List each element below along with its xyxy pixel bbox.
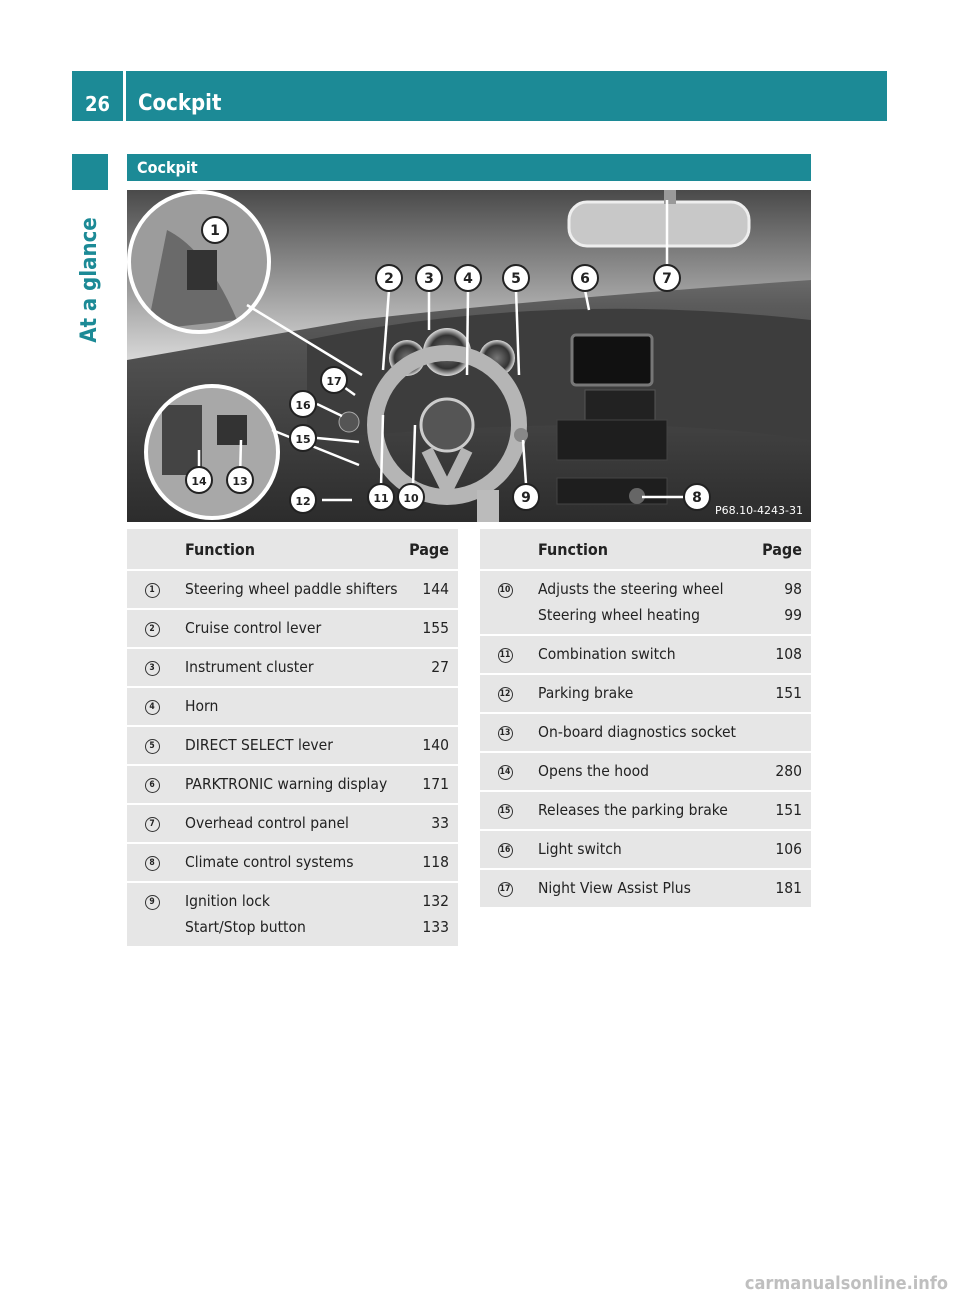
- table-row: [127, 726, 458, 765]
- row-function: [530, 713, 761, 752]
- number-badge: 1: [145, 583, 160, 598]
- header-title: Cockpit: [138, 91, 222, 116]
- callout-9: [513, 484, 539, 510]
- number-badge: 14: [498, 765, 513, 780]
- callout-4: [455, 265, 481, 291]
- function-text: Adjusts the steering wheel: [538, 580, 724, 598]
- row-page: [408, 687, 458, 726]
- header-function: Function: [530, 529, 761, 570]
- callout-number: 12: [295, 495, 311, 508]
- table-row: [480, 752, 811, 791]
- table-row: [480, 570, 811, 635]
- callout-13: [227, 467, 253, 493]
- row-function: [530, 635, 761, 674]
- row-function: [177, 726, 408, 765]
- callout-number: 4: [463, 271, 473, 287]
- table-row: [480, 674, 811, 713]
- ignition-button: [514, 428, 528, 442]
- page-reference: 132: [422, 892, 449, 910]
- callout-16: [290, 391, 316, 417]
- center-vents: [585, 390, 655, 420]
- row-number: [127, 570, 177, 609]
- function-text: Overhead control panel: [185, 814, 349, 832]
- page-reference: 99: [784, 606, 802, 624]
- function-text: Start/Stop button: [185, 918, 306, 936]
- callout-2: [376, 265, 402, 291]
- row-number: [127, 843, 177, 882]
- number-badge: 17: [498, 882, 513, 897]
- number-badge: 16: [498, 843, 513, 858]
- header-page: Page: [408, 529, 458, 570]
- footer-watermark: carmanualsonline.info: [744, 1273, 948, 1294]
- callout-number: 7: [662, 271, 672, 287]
- page-reference: 108: [775, 645, 802, 663]
- page-reference: 98: [784, 580, 802, 598]
- table-row: [127, 570, 458, 609]
- center-display: [572, 335, 652, 385]
- callout-3: [416, 265, 442, 291]
- row-page: [761, 570, 811, 635]
- header-page: Page: [761, 529, 811, 570]
- function-text: PARKTRONIC warning display: [185, 775, 388, 793]
- row-function: [177, 804, 408, 843]
- page-reference: 27: [431, 658, 449, 676]
- row-page: [408, 648, 458, 687]
- page-header: [72, 71, 887, 121]
- page-reference: 106: [775, 840, 802, 858]
- function-text: Steering wheel paddle shifters: [185, 580, 398, 598]
- function-text: Steering wheel heating: [538, 606, 700, 624]
- row-function: [530, 791, 761, 830]
- callout-number: 2: [384, 271, 394, 287]
- function-text: Combination switch: [538, 645, 676, 663]
- table-row: [127, 765, 458, 804]
- row-number: [127, 882, 177, 947]
- callout-7: [654, 265, 680, 291]
- function-text: Night View Assist Plus: [538, 879, 691, 897]
- table-row: [127, 609, 458, 648]
- row-number: [480, 752, 530, 791]
- row-number: [127, 765, 177, 804]
- page-reference: [761, 721, 802, 743]
- number-badge: 4: [145, 700, 160, 715]
- number-badge: 6: [145, 778, 160, 793]
- row-number: [480, 674, 530, 713]
- row-number: [127, 804, 177, 843]
- table-row: [480, 713, 811, 752]
- table-row: [480, 635, 811, 674]
- table-row: [127, 687, 458, 726]
- table-row: [480, 869, 811, 908]
- table-header-row: [480, 529, 811, 570]
- row-page: [761, 869, 811, 908]
- callout-number: 16: [295, 399, 311, 412]
- callout-number: 15: [295, 433, 311, 446]
- callout-number: 10: [403, 492, 419, 505]
- callout-number: 11: [373, 492, 389, 505]
- page-reference: 155: [422, 619, 449, 637]
- number-badge: 8: [145, 856, 160, 871]
- callout-number: 1: [210, 223, 220, 239]
- row-function: [177, 570, 408, 609]
- callout-number: 14: [191, 475, 207, 488]
- row-number: [480, 635, 530, 674]
- function-text: Ignition lock: [185, 892, 270, 910]
- row-page: [408, 843, 458, 882]
- function-text: Cruise control lever: [185, 619, 322, 637]
- row-number: [480, 830, 530, 869]
- row-number: [127, 726, 177, 765]
- row-page: [761, 752, 811, 791]
- table-row: [480, 830, 811, 869]
- function-text: Opens the hood: [538, 762, 650, 780]
- callout-5: [503, 265, 529, 291]
- function-text: DIRECT SELECT lever: [185, 736, 333, 754]
- callout-number: 3: [424, 271, 434, 287]
- function-text: Releases the parking brake: [538, 801, 728, 819]
- number-badge: 10: [498, 583, 513, 598]
- row-page: [761, 791, 811, 830]
- function-text: On-board diagnostics socket: [538, 723, 737, 741]
- table-row: [127, 843, 458, 882]
- row-page: [761, 713, 811, 752]
- row-number: [127, 687, 177, 726]
- callout-number: 8: [692, 490, 702, 506]
- page-reference: 151: [775, 684, 802, 702]
- row-function: [530, 570, 761, 635]
- pedal: [477, 490, 499, 522]
- callout-number: 9: [521, 490, 531, 506]
- row-function: [177, 648, 408, 687]
- table-header-row: [127, 529, 458, 570]
- table-row: [480, 791, 811, 830]
- page-reference: 144: [422, 580, 449, 598]
- row-page: [408, 609, 458, 648]
- row-number: [480, 869, 530, 908]
- number-badge: 5: [145, 739, 160, 754]
- row-page: [408, 804, 458, 843]
- row-page: [761, 635, 811, 674]
- callout-10: [398, 484, 424, 510]
- header-function: Function: [177, 529, 408, 570]
- section-title: Cockpit: [127, 154, 811, 181]
- callout-15: [290, 425, 316, 451]
- cockpit-photo: [127, 190, 811, 522]
- number-badge: 15: [498, 804, 513, 819]
- row-function: [530, 752, 761, 791]
- callout-number: 13: [232, 475, 248, 488]
- row-number: [480, 713, 530, 752]
- page-reference: 171: [422, 775, 449, 793]
- page-reference: 33: [431, 814, 449, 832]
- function-text: Instrument cluster: [185, 658, 314, 676]
- number-badge: 3: [145, 661, 160, 676]
- callout-11: [368, 484, 394, 510]
- page-number: 26: [72, 71, 126, 121]
- page-reference: 133: [422, 918, 449, 936]
- row-number: [480, 791, 530, 830]
- page-reference: [408, 695, 449, 717]
- number-badge: 7: [145, 817, 160, 832]
- callout-number: 17: [326, 375, 342, 388]
- row-function: [177, 687, 408, 726]
- row-number: [127, 609, 177, 648]
- callout-1: [202, 217, 228, 243]
- callout-6: [572, 265, 598, 291]
- table-row: [127, 648, 458, 687]
- row-number: [480, 570, 530, 635]
- callout-17: [321, 367, 347, 393]
- page-reference: 140: [422, 736, 449, 754]
- function-table-right: [480, 529, 811, 909]
- row-function: [177, 882, 408, 947]
- row-function: [177, 609, 408, 648]
- function-text: Parking brake: [538, 684, 634, 702]
- number-badge: 2: [145, 622, 160, 637]
- side-chapter-text: At a glance: [77, 217, 102, 343]
- row-function: [530, 869, 761, 908]
- table-row: [127, 804, 458, 843]
- rearview-mirror: [569, 202, 749, 246]
- function-text: Light switch: [538, 840, 622, 858]
- steering-hub: [421, 399, 473, 451]
- row-page: [408, 726, 458, 765]
- page-reference: 118: [422, 853, 449, 871]
- row-function: [177, 765, 408, 804]
- row-page: [408, 765, 458, 804]
- header-num: [127, 529, 177, 570]
- row-page: [408, 882, 458, 947]
- number-badge: 12: [498, 687, 513, 702]
- callout-8: [684, 484, 710, 510]
- callout-14: [186, 467, 212, 493]
- number-badge: 9: [145, 895, 160, 910]
- callout-number: 6: [580, 271, 590, 287]
- row-page: [408, 570, 458, 609]
- header-num: [480, 529, 530, 570]
- row-function: [530, 674, 761, 713]
- row-page: [761, 674, 811, 713]
- row-number: [127, 648, 177, 687]
- page-reference: 280: [775, 762, 802, 780]
- page-reference: 151: [775, 801, 802, 819]
- audio-panel: [557, 420, 667, 460]
- row-page: [761, 830, 811, 869]
- function-text: Horn: [185, 697, 219, 715]
- climate-panel: [557, 478, 667, 504]
- row-function: [177, 843, 408, 882]
- function-table-left: [127, 529, 458, 948]
- page-reference: 181: [775, 879, 802, 897]
- number-badge: 13: [498, 726, 513, 741]
- function-text: Climate control systems: [185, 853, 354, 871]
- callout-number: 5: [511, 271, 521, 287]
- number-badge: 11: [498, 648, 513, 663]
- photo-reference: P68.10-4243-31: [714, 504, 803, 517]
- row-function: [530, 830, 761, 869]
- callout-12: [290, 487, 316, 513]
- table-row: [127, 882, 458, 947]
